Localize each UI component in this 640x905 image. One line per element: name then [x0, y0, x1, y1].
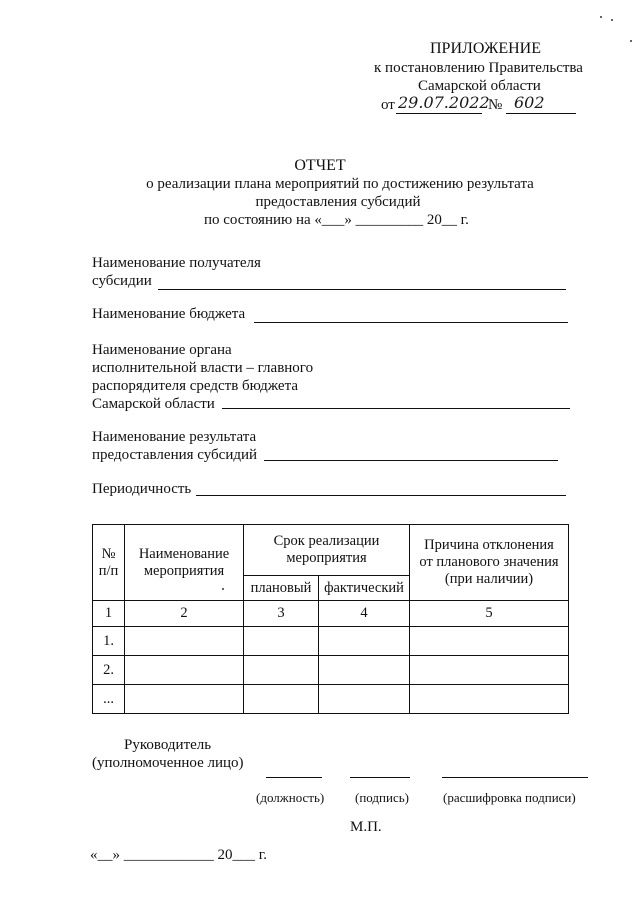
stamp-label: М.П. — [350, 819, 382, 835]
result-label-2: предоставления субсидий — [92, 447, 258, 463]
table-cell[interactable] — [410, 656, 569, 685]
table-cell[interactable] — [410, 627, 569, 656]
header-reason-line-1: Причина отклонения — [424, 537, 554, 553]
header-reason-line-3: (при наличии) — [444, 571, 534, 587]
table-cell[interactable] — [244, 627, 319, 656]
result-field[interactable] — [264, 460, 558, 461]
budget-field[interactable] — [254, 322, 568, 323]
position-field[interactable] — [266, 777, 322, 778]
appendix-line-1: к постановлению Правительства — [374, 60, 583, 76]
authority-label-2: исполнительной власти – главного — [92, 360, 314, 376]
handwritten-number: 602 — [514, 93, 545, 112]
index-cell: 3 — [244, 601, 319, 627]
report-title: ОТЧЕТ — [294, 157, 346, 174]
header-event-name — [125, 525, 244, 601]
recipient-field[interactable] — [158, 289, 566, 290]
index-cell: 1 — [93, 601, 125, 627]
scan-speck — [600, 16, 602, 18]
row-number: ... — [93, 685, 125, 714]
authority-label-3: распорядителя средств бюджета — [92, 378, 298, 394]
date-underline — [396, 113, 482, 114]
header-number — [93, 525, 125, 601]
recipient-label-2: субсидии — [92, 273, 152, 289]
table-cell[interactable] — [319, 627, 410, 656]
table-row — [93, 627, 569, 656]
table-cell[interactable] — [319, 656, 410, 685]
scan-speck — [611, 19, 613, 21]
header-planned: плановый — [244, 576, 319, 601]
result-label-1: Наименование результата — [92, 429, 257, 445]
report-date-line: по состоянию на «___» _________ 20__ г. — [204, 212, 469, 228]
appendix-number-label: № — [488, 97, 503, 113]
handwritten-date: 29.07.2022 — [398, 93, 490, 112]
header-number-line-2: п/п — [98, 562, 119, 579]
header-event-name-line-2: мероприятия — [143, 562, 225, 579]
row-number: 2. — [93, 656, 125, 685]
decoding-field[interactable] — [442, 777, 588, 778]
report-subtitle-1: о реализации плана мероприятий по достижению результата — [146, 176, 534, 192]
table-cell[interactable] — [244, 656, 319, 685]
header-number-line-1: № — [101, 545, 116, 562]
periodicity-field[interactable] — [196, 495, 566, 496]
authority-label-1: Наименование органа — [92, 342, 232, 358]
header-event-name-line-1: Наименование — [138, 545, 230, 562]
header-reason-line-2: от планового значения — [419, 554, 559, 570]
head-label-1: Руководитель — [124, 737, 212, 753]
header-period-line-1: Срок реализации — [273, 533, 380, 549]
header-reason — [410, 525, 569, 601]
table-cell[interactable] — [410, 685, 569, 714]
position-caption: (должность) — [256, 790, 325, 805]
scan-speck — [222, 588, 224, 590]
table-cell[interactable] — [125, 656, 244, 685]
index-cell: 2 — [125, 601, 244, 627]
signature-caption: (подпись) — [355, 790, 409, 805]
index-cell: 5 — [410, 601, 569, 627]
signature-field[interactable] — [350, 777, 410, 778]
decoding-caption: (расшифровка подписи) — [443, 790, 576, 805]
number-underline — [506, 113, 576, 114]
signature-date-line: «__» ____________ 20___ г. — [90, 847, 267, 863]
header-period — [244, 525, 410, 576]
appendix-from-label: от — [381, 97, 395, 113]
header-period-line-2: мероприятия — [286, 550, 367, 566]
head-label-2: (уполномоченное лицо) — [92, 755, 244, 771]
recipient-label-1: Наименование получателя — [92, 255, 261, 271]
index-cell: 4 — [319, 601, 410, 627]
periodicity-label: Периодичность — [92, 481, 192, 497]
table-cell[interactable] — [244, 685, 319, 714]
appendix-line-2: Самарской области — [418, 78, 541, 94]
authority-label-4: Самарской области — [92, 396, 215, 412]
authority-field[interactable] — [222, 408, 570, 409]
events-table — [92, 524, 569, 714]
header-actual: фактический — [319, 576, 410, 601]
scan-speck — [630, 40, 632, 42]
appendix-title: ПРИЛОЖЕНИЕ — [430, 40, 542, 57]
table-cell[interactable] — [319, 685, 410, 714]
budget-label: Наименование бюджета — [92, 306, 246, 322]
row-number: 1. — [93, 627, 125, 656]
table-cell[interactable] — [125, 627, 244, 656]
table-row — [93, 685, 569, 714]
table-cell[interactable] — [125, 685, 244, 714]
report-subtitle-2: предоставления субсидий — [255, 194, 421, 210]
table-row — [93, 656, 569, 685]
